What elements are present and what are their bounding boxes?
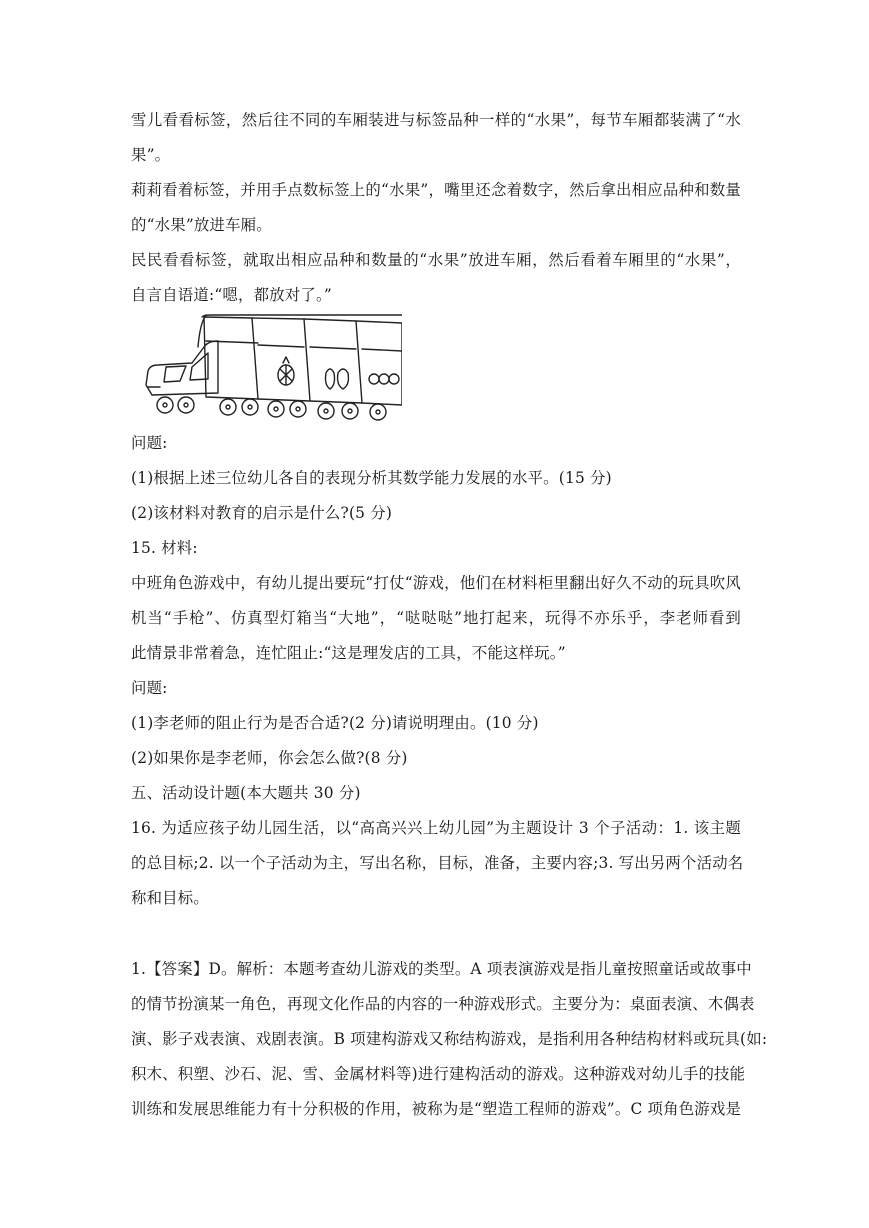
q16-line-1: 16. 为适应孩子幼儿园生活，以“高高兴兴上幼儿园”为主题设计 3 个子活动：1. 该主题 [131, 819, 741, 837]
answer-1-line-3: 演、影子戏表演、戏剧表演。B 项建构游戏又称结构游戏，是指利用各种结构材料或玩具(如: [131, 1030, 768, 1048]
observation-3-line-2: 自言自语道:“嗯，都放对了。” [131, 286, 332, 304]
observation-1-line-1: 雪儿看看标签，然后往不同的车厢装进与标签品种一样的“水果”，每节车厢都装满了“水 [131, 111, 741, 129]
q15-material-line-1: 中班角色游戏中，有幼儿提出要玩“打仗“游戏，他们在材料柜里翻出好久不动的玩具吹风 [131, 574, 741, 592]
answer-1-line-2: 的情节扮演某一角色，再现文化作品的内容的一种游戏形式。主要分为：桌面表演、木偶表 [131, 995, 755, 1013]
q15-material-line-2: 机当“手枪”、仿真型灯箱当“大地”，“哒哒哒”地打起来，玩得不亦乐乎，李老师看到 [131, 609, 741, 627]
observation-3-line-1: 民民看看标签，就取出相应品种和数量的“水果”放进车厢，然后看着车厢里的“水果”， [131, 251, 741, 269]
q15-material-line-3: 此情景非常着急，连忙阻止:“这是理发店的工具，不能这样玩。” [131, 644, 566, 662]
section-5-heading: 五、活动设计题(本大题共 30 分) [131, 784, 361, 802]
q14-item-2: (2)该材料对教育的启示是什么?(5 分) [131, 504, 393, 522]
observation-2-line-1: 莉莉看着标签，并用手点数标签上的“水果”，嘴里还念着数字，然后拿出相应品种和数量 [131, 181, 741, 199]
q16-line-2: 的总目标;2. 以一个子活动为主，写出名称，目标，准备，主要内容;3. 写出另两个活动名 [131, 854, 744, 872]
q16-line-3: 称和目标。 [131, 889, 209, 907]
q15-item-2: (2)如果你是李老师，你会怎么做?(8 分) [131, 749, 408, 767]
answer-1-line-4: 积木、积塑、沙石、泥、雪、金属材料等)进行建构活动的游戏。这种游戏对幼儿手的技能 [131, 1065, 746, 1083]
answer-1-line-5: 训练和发展思维能力有十分积极的作用，被称为是“塑造工程师的游戏”。C 项角色游戏是 [131, 1100, 742, 1118]
q14-item-1: (1)根据上述三位幼儿各自的表现分析其数学能力发展的水平。(15 分) [131, 469, 612, 487]
observation-2-line-2: 的“水果”放进车厢。 [131, 216, 272, 234]
q15-question-label: 问题: [131, 679, 168, 697]
q15-heading: 15. 材料: [131, 539, 198, 557]
q14-question-label: 问题: [131, 434, 168, 452]
answer-1-line-1: 1.【答案】D。解析：本题考查幼儿游戏的类型。A 项表演游戏是指儿童按照童话或故事中 [131, 960, 752, 978]
observation-1-line-2: 果”。 [131, 146, 171, 164]
q15-item-1: (1)李老师的阻止行为是否合适?(2 分)请说明理由。(10 分) [131, 714, 539, 732]
train-illustration [140, 313, 402, 421]
